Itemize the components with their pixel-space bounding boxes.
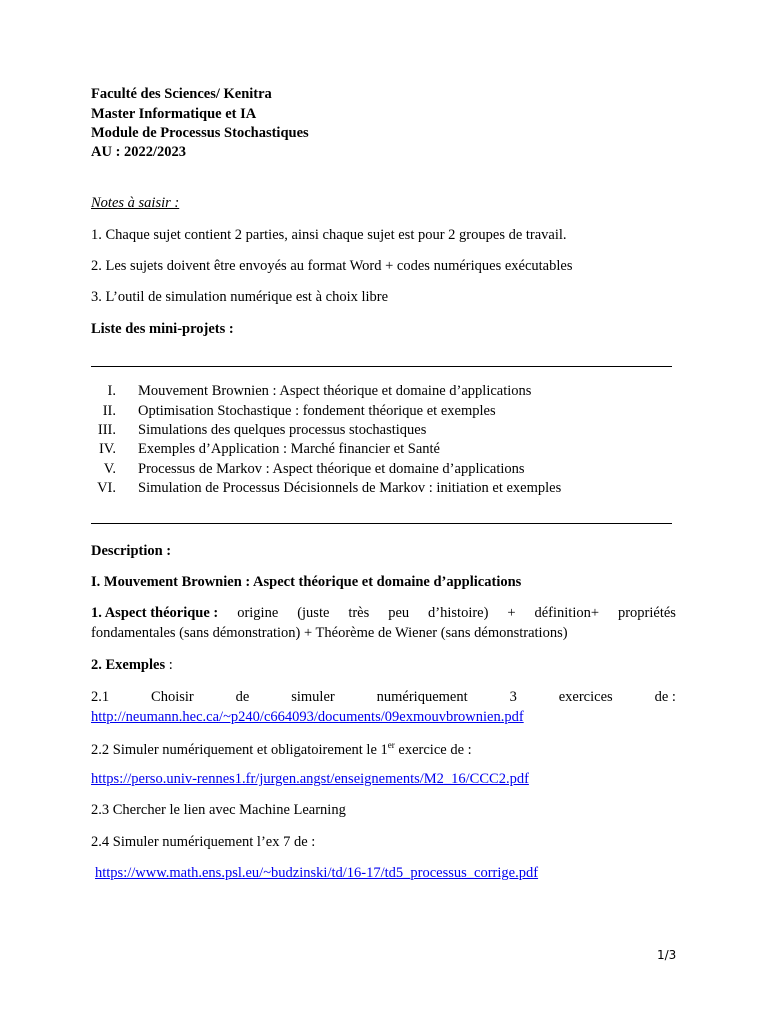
link-neumann-hec[interactable]: http://neumann.hec.ca/~p240/c664093/documents/09exmouvbrownien.pdf (91, 709, 524, 725)
project-num-4: IV. (98, 441, 116, 457)
link-univ-rennes[interactable]: https://perso.univ-rennes1.fr/jurgen.angst/enseignements/M2_16/CCC2.pdf (91, 771, 529, 787)
project-item-2: Optimisation Stochastique : fondement théorique et exemples (138, 403, 496, 419)
ex21-word: simuler (291, 689, 335, 705)
ex22-superscript: er (387, 740, 395, 750)
ex21-word: Choisir (151, 689, 194, 705)
section-title-brownian: I. Mouvement Brownien : Aspect théorique et domaine d’applications (91, 574, 522, 590)
project-num-2: II. (102, 403, 116, 419)
ex21-word: numériquement (376, 689, 468, 705)
page-number: 1/3 (657, 948, 677, 962)
project-num-3: III. (97, 422, 116, 438)
ex21-word: de (235, 689, 250, 705)
faculty-name: Faculté des Sciences/ Kenitra (91, 86, 272, 102)
ex21-word: de : (654, 689, 676, 705)
aspect-word: définition+ (534, 605, 600, 621)
project-num-1: I. (107, 383, 116, 399)
note-item-2: 2. Les sujets doivent être envoyés au format Word + codes numériques exécutables (91, 258, 573, 274)
aspect-word: peu (388, 605, 410, 621)
note-item-1: 1. Chaque sujet contient 2 parties, ainsi chaque sujet est pour 2 groupes de travail. (91, 227, 567, 243)
aspect-word: d’histoire) (428, 605, 489, 621)
module-name: Module de Processus Stochastiques (91, 125, 309, 141)
exercise-2-1-line (91, 689, 676, 706)
aspect-word: origine (237, 605, 279, 621)
project-item-1: Mouvement Brownien : Aspect théorique et domaine d’applications (138, 383, 532, 399)
note-item-3: 3. L’outil de simulation numérique est à choix libre (91, 289, 389, 305)
exercise-2-3-line: 2.3 Chercher le lien avec Machine Learning (91, 802, 346, 818)
divider-bottom (91, 523, 672, 524)
examples-heading (91, 657, 173, 674)
ex21-word: exercices (558, 689, 613, 705)
notes-title: Notes à saisir : (91, 195, 180, 211)
project-item-3: Simulations des quelques processus stochastiques (138, 422, 427, 438)
project-num-6: VI. (97, 480, 116, 496)
project-item-6: Simulation de Processus Décisionnels de Markov : initiation et exemples (138, 480, 562, 496)
aspect-word: propriétés (617, 605, 676, 621)
project-num-5: V. (103, 461, 116, 477)
ex22-text-after: exercice de : (394, 741, 472, 758)
aspect-word: très (348, 605, 370, 621)
project-item-4: Exemples d’Application : Marché financier et Santé (138, 441, 440, 457)
exercise-2-4-line: 2.4 Simuler numériquement l’ex 7 de : (91, 834, 316, 850)
projects-title: Liste des mini-projets : (91, 321, 234, 337)
aspect-label: 1. Aspect théorique : (91, 605, 219, 621)
academic-year: AU : 2022/2023 (91, 144, 187, 160)
examples-label: 2. Exemples (91, 657, 166, 673)
examples-colon: : (165, 657, 173, 673)
program-name: Master Informatique et IA (91, 106, 257, 122)
project-item-5: Processus de Markov : Aspect théorique et domaine d’applications (138, 461, 525, 477)
description-title: Description : (91, 543, 172, 559)
aspect-theorique-line (91, 605, 676, 622)
ex22-text-before: 2.2 Simuler numériquement et obligatoirement le 1 (91, 741, 388, 758)
link-ens-psl[interactable]: https://www.math.ens.psl.eu/~budzinski/td/16-17/td5_processus_corrige.pdf (95, 865, 539, 881)
ex21-word: 2.1 (91, 689, 110, 705)
aspect-line-2: fondamentales (sans démonstration) + Théorème de Wiener (sans démonstrations) (91, 625, 568, 641)
exercise-2-2-line (91, 740, 472, 759)
divider-top (91, 366, 672, 367)
ex21-word: 3 (509, 689, 517, 705)
aspect-word: + (507, 605, 516, 621)
aspect-word: (juste (297, 605, 330, 621)
